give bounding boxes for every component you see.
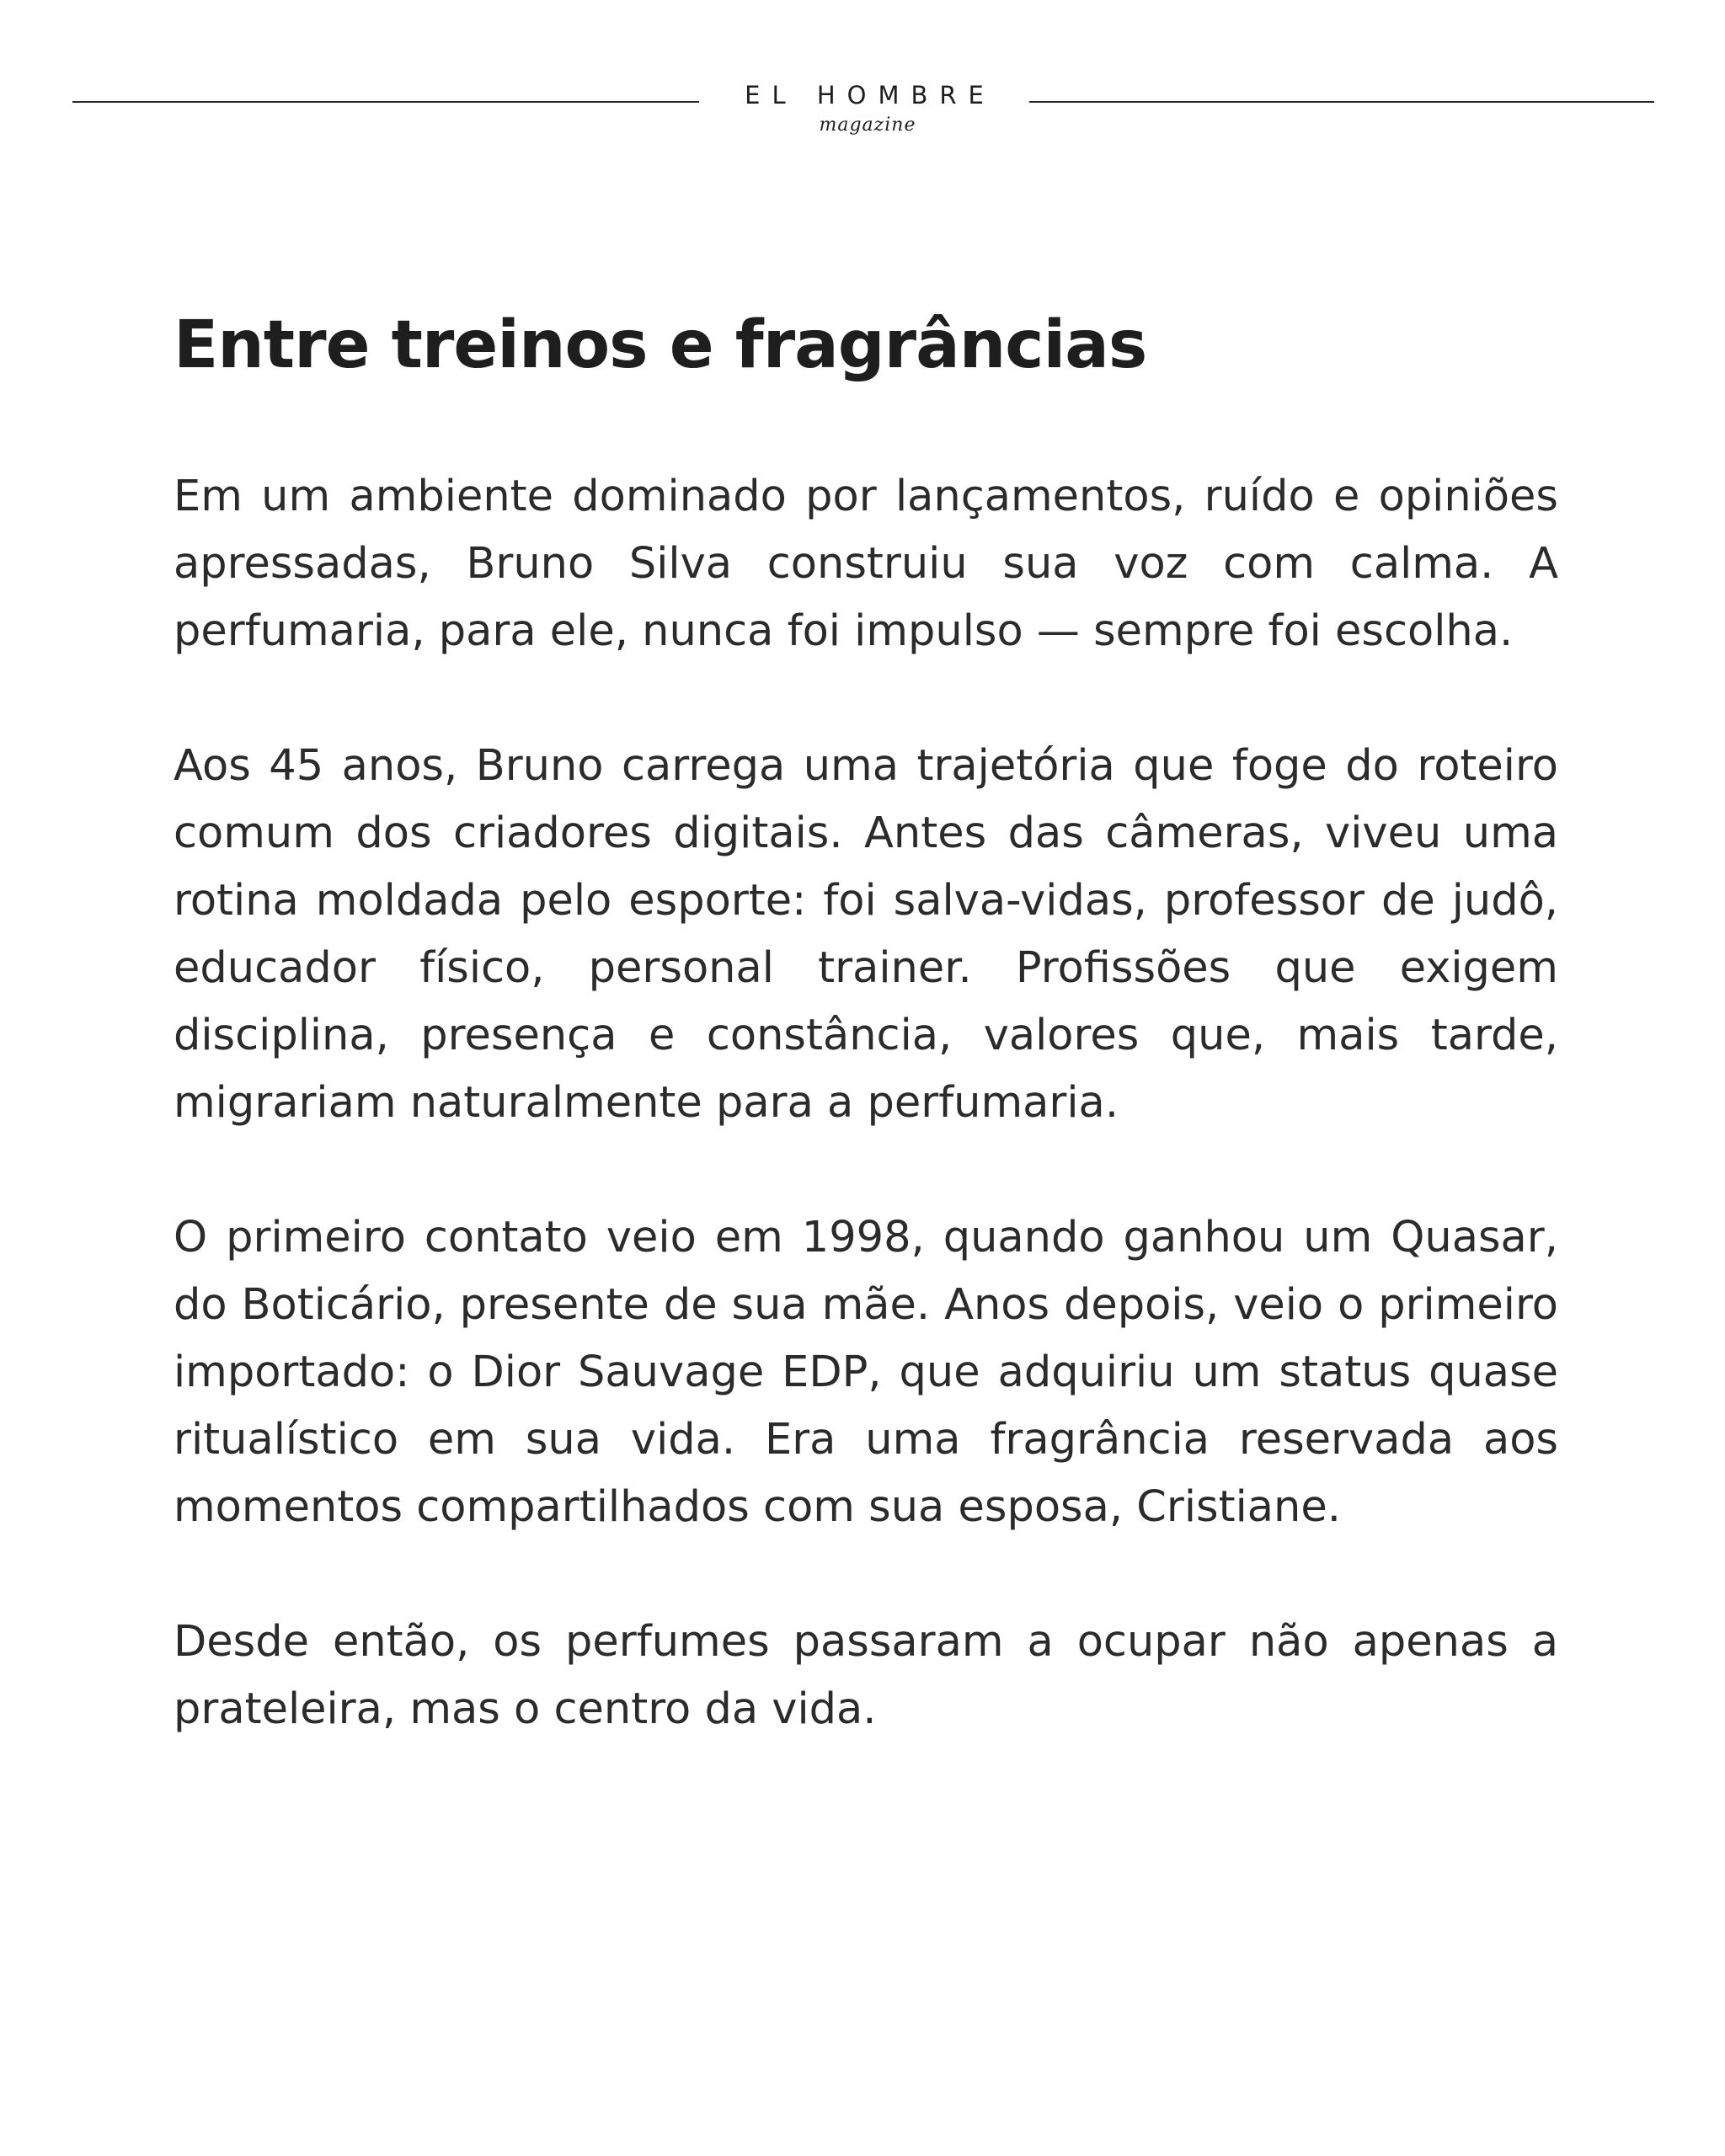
article-paragraph-3: O primeiro contato veio em 1998, quando ganhou um Quasar, do Boticário, presente de sua mãe. Anos depois, veio o primeiro importado: o Dior Sauvage EDP, que adquiriu um status quase ritualístico em sua vida. Era uma fragrância reservada aos momentos compartilhados com sua esposa, Cristiane. (174, 1213, 1558, 1532)
brand-name: EL HOMBRE (745, 81, 996, 109)
masthead (0, 0, 1725, 160)
article (174, 303, 1558, 1743)
article-paragraph-1: Em um ambiente dominado por lançamentos, ruído e opiniões apressadas, Bruno Silva construiu sua voz com calma. A perfumaria, para ele, nunca foi impulso — sempre foi escolha. (174, 472, 1558, 656)
article-paragraph-4: Desde então, os perfumes passaram a ocupar não apenas a prateleira, mas o centro da vida. (174, 1617, 1558, 1734)
masthead-rule-left (72, 101, 699, 103)
masthead-rule-right (1029, 101, 1654, 103)
article-title: Entre treinos e fragrâncias (174, 307, 1147, 383)
brand-subtitle: magazine (819, 115, 916, 136)
article-paragraph-2: Aos 45 anos, Bruno carrega uma trajetória que foge do roteiro comum dos criadores digitais. Antes das câmeras, viveu uma rotina moldada pelo esporte: foi salva-vidas, professor de judô, educador físico, personal trainer. Profissões que exigem disciplina, presença e constância, valores que, mais tarde, migrariam naturalmente para a perfumaria. (174, 741, 1558, 1128)
